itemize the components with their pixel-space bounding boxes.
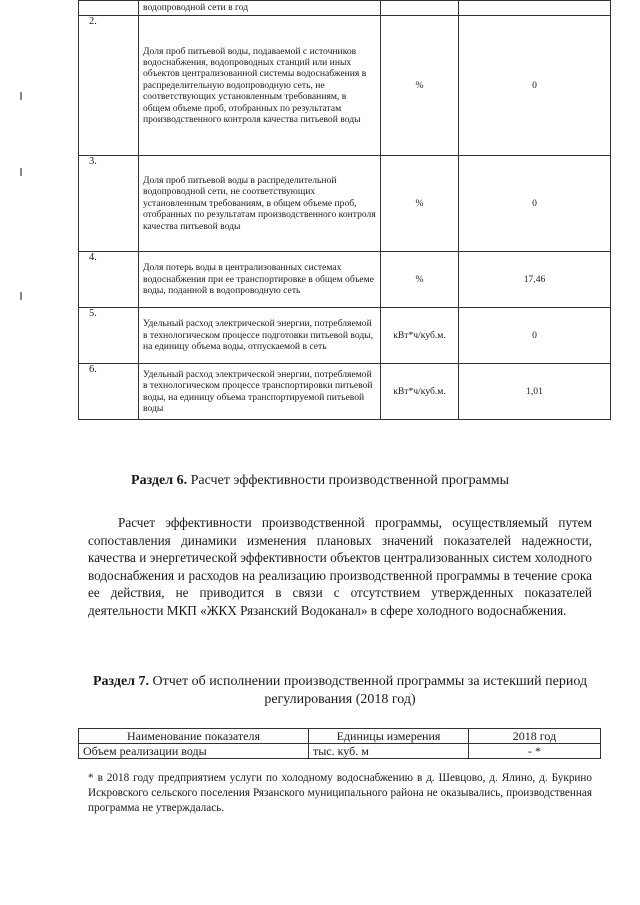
section-6-heading — [0, 473, 640, 489]
footnote: * в 2018 году предприятием услуги по холодному водоснабжению в д. Шевцово, д. Ялино, д. Букрино Искровского сельского поселения Рязанского муниципального района не оказывались, производственная программа не утверждалась. — [88, 772, 592, 814]
column-header: 2018 год — [469, 729, 601, 744]
indicator-name: Удельный расход электрической энергии, потребляемой в технологическом процессе подготовки питьевой воды, на единицу объема воды, отпускаемой в сеть — [139, 308, 381, 364]
indicator-name: Доля проб питьевой воды, подаваемой с источников водоснабжения, водопроводных станций или иных объектов централизованной системы водоснабжения в распределительную водопроводную сеть, не соответствующих установленным требованиям, в общем объеме проб, отобранных по результатам производственного контроля качества питьевой воды — [139, 16, 381, 156]
indicator-value: 0 — [459, 156, 611, 252]
table-row — [79, 308, 611, 364]
indicator-unit: % — [381, 16, 459, 156]
table-row — [79, 1, 611, 16]
report-table — [78, 728, 601, 759]
table-row — [79, 156, 611, 252]
row-number: 3. — [79, 156, 139, 252]
table-cell: тыс. куб. м — [309, 744, 469, 759]
indicator-value: 0 — [459, 308, 611, 364]
section-7-label: Раздел 7. — [92, 674, 150, 689]
indicator-unit: % — [381, 252, 459, 308]
section-6-label: Раздел 6. — [131, 473, 188, 488]
margin-mark — [20, 292, 22, 300]
table-row — [79, 252, 611, 308]
table-row — [79, 744, 601, 759]
column-header: Единицы измерения — [309, 729, 469, 744]
row-number: 6. — [79, 364, 139, 420]
indicator-name: Доля проб питьевой воды в распределительной водопроводной сети, не соответствующих установленным требованиям, в общем объеме проб, отобранных по результатам производственного контроля качества питьевой воды — [139, 156, 381, 252]
row-number: 4. — [79, 252, 139, 308]
indicator-name: водопроводной сети в год — [139, 1, 381, 16]
table-cell: Объем реализации воды — [79, 744, 309, 759]
margin-mark — [20, 92, 22, 100]
table-header-row — [79, 729, 601, 744]
column-header: Наименование показателя — [79, 729, 309, 744]
section-6-text: Расчет эффективности производственной программы, осуществляемый путем сопоставления динамики изменения плановых значений показателей надежности, качества и энергетической эффективности объектов централизованных систем холодного водоснабжения и расходов на реализацию производственной программы в течение срока ее действия, не приводится в связи с отсутствием утвержденных показателей деятельности МКП «ЖКХ Рязанский Водоканал» в сфере холодного водоснабжения. — [88, 515, 592, 618]
indicator-value: 17,46 — [459, 252, 611, 308]
table-row — [79, 16, 611, 156]
indicators-table — [78, 0, 611, 420]
indicator-value: 1,01 — [459, 364, 611, 420]
section-7-title: Отчет об исполнении производственной программы за истекший период регулирования (2018 год) — [152, 674, 588, 707]
section-7-heading — [90, 673, 590, 709]
indicator-name: Удельный расход электрической энергии, потребляемой в технологическом процессе транспортировки питьевой воды, на единицу объема транспортируемой питьевой воды — [139, 364, 381, 420]
indicator-value: 0 — [459, 16, 611, 156]
row-number: 2. — [79, 16, 139, 156]
indicator-unit: % — [381, 156, 459, 252]
table-row — [79, 364, 611, 420]
row-number: 5. — [79, 308, 139, 364]
table-cell: - * — [469, 744, 601, 759]
indicator-unit: кВт*ч/куб.м. — [381, 364, 459, 420]
indicator-name: Доля потерь воды в централизованных системах водоснабжения при ее транспортировке в общем объеме воды, поданной в водопроводную сеть — [139, 252, 381, 308]
margin-mark — [20, 168, 22, 176]
section-6-title: Расчет эффективности производственной программы — [190, 473, 509, 488]
indicator-unit: кВт*ч/куб.м. — [381, 308, 459, 364]
